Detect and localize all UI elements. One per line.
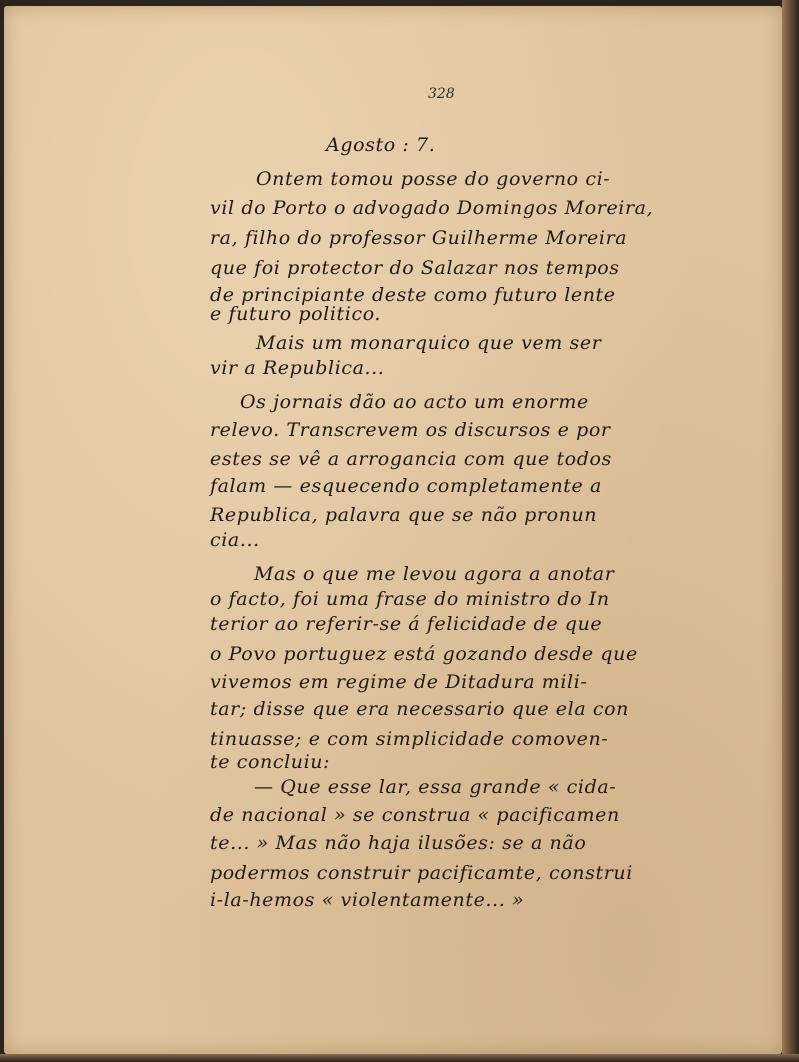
text-line: estes se vê a arrogancia com que todos — [210, 448, 612, 470]
text-line: — Que esse lar, essa grande « cida- — [254, 776, 617, 798]
text-line: podermos construir pacificamte, construi — [210, 862, 633, 884]
text-line: o facto, foi uma frase do ministro do In — [210, 588, 610, 610]
text-line: Mas o que me levou agora a anotar — [254, 563, 615, 585]
text-line: Os jornais dão ao acto um enorme — [240, 391, 589, 413]
text-line: cia... — [210, 529, 260, 551]
text-line: vir a Republica... — [210, 357, 385, 379]
text-line: tar; disse que era necessario que ela con — [210, 698, 630, 720]
text-line: i-la-hemos « violentamente... » — [210, 889, 525, 911]
text-line: falam — esquecendo completamente a — [210, 475, 602, 497]
text-line: Ontem tomou posse do governo ci- — [256, 168, 611, 190]
text-line: vivemos em regime de Ditadura mili- — [210, 671, 588, 693]
text-line: Mais um monarquico que vem ser — [256, 332, 602, 354]
text-line: ra, filho do professor Guilherme Moreira — [210, 227, 628, 249]
text-line: relevo. Transcrevem os discursos e por — [210, 419, 611, 441]
text-line: que foi protector do Salazar nos tempos — [210, 257, 620, 279]
text-line: e futuro politico. — [210, 303, 382, 325]
page-number: 328 — [428, 86, 455, 102]
text-line: vil do Porto o advogado Domingos Moreira, — [210, 197, 654, 219]
date-heading: Agosto : 7. — [326, 134, 436, 156]
text-line: de principiante deste como futuro lente — [210, 284, 616, 306]
text-line: te... » Mas não haja ilusões: se a não — [210, 832, 587, 854]
text-line: Republica, palavra que se não pronun — [210, 504, 598, 526]
text-line: terior ao referir-se á felicidade de que — [210, 613, 603, 635]
text-line: tinuasse; e com simplicidade comoven- — [210, 728, 609, 750]
text-line: de nacional » se construa « pacificamen — [210, 804, 620, 826]
text-line: te concluiu: — [210, 751, 331, 773]
text-line: o Povo portuguez está gozando desde que — [210, 643, 638, 665]
